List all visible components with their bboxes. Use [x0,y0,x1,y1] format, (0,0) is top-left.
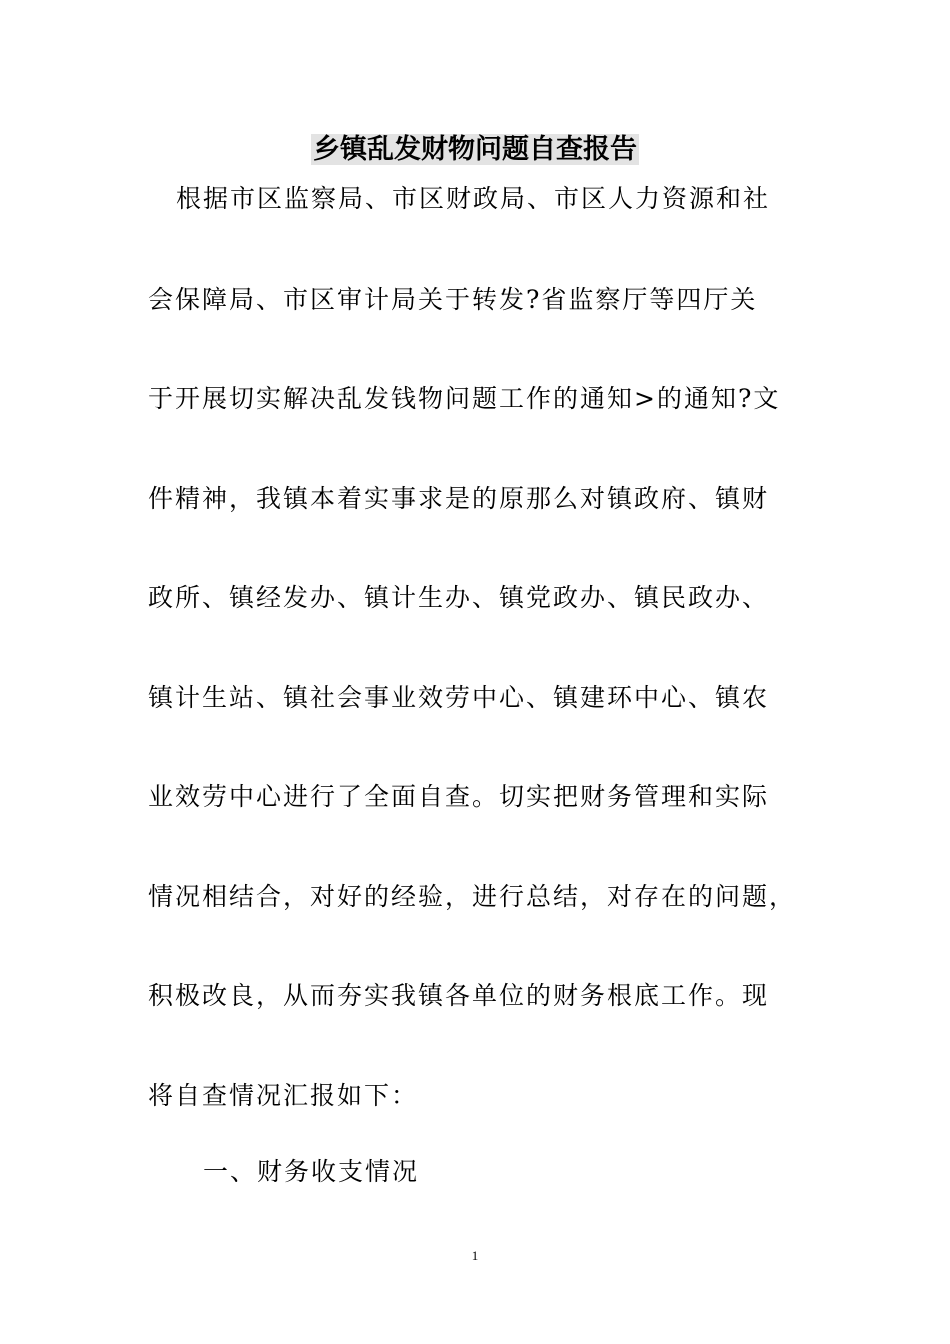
paragraph-line: 积极改良，从而夯实我镇各单位的财务根底工作。现 [148,981,770,1010]
paragraph-line: 镇计生站、镇社会事业效劳中心、镇建环中心、镇农 [148,683,770,712]
section-heading: 一、财务收支情况 [203,1157,420,1186]
paragraph-line: 件精神，我镇本着实事求是的原那么对镇政府、镇财 [148,484,770,513]
paragraph-line: 于开展切实解决乱发钱物问题工作的通知>的通知?文 [148,384,781,413]
page-number: 1 [471,1248,479,1263]
document-title [0,130,950,170]
paragraph-line: 会保障局、市区审计局关于转发?省监察厅等四厅关 [148,285,758,314]
paragraph-line: 政所、镇经发办、镇计生办、镇党政办、镇民政办、 [148,583,770,612]
paragraph-line: 情况相结合，对好的经验，进行总结，对存在的问题， [148,882,797,911]
document-title-text: 乡镇乱发财物问题自查报告 [313,134,637,165]
paragraph-line: 根据市区监察局、市区财政局、市区人力资源和社 [176,184,771,213]
paragraph-line: 业效劳中心进行了全面自查。切实把财务管理和实际 [148,782,770,811]
paragraph-line: 将自查情况汇报如下： [148,1081,419,1110]
